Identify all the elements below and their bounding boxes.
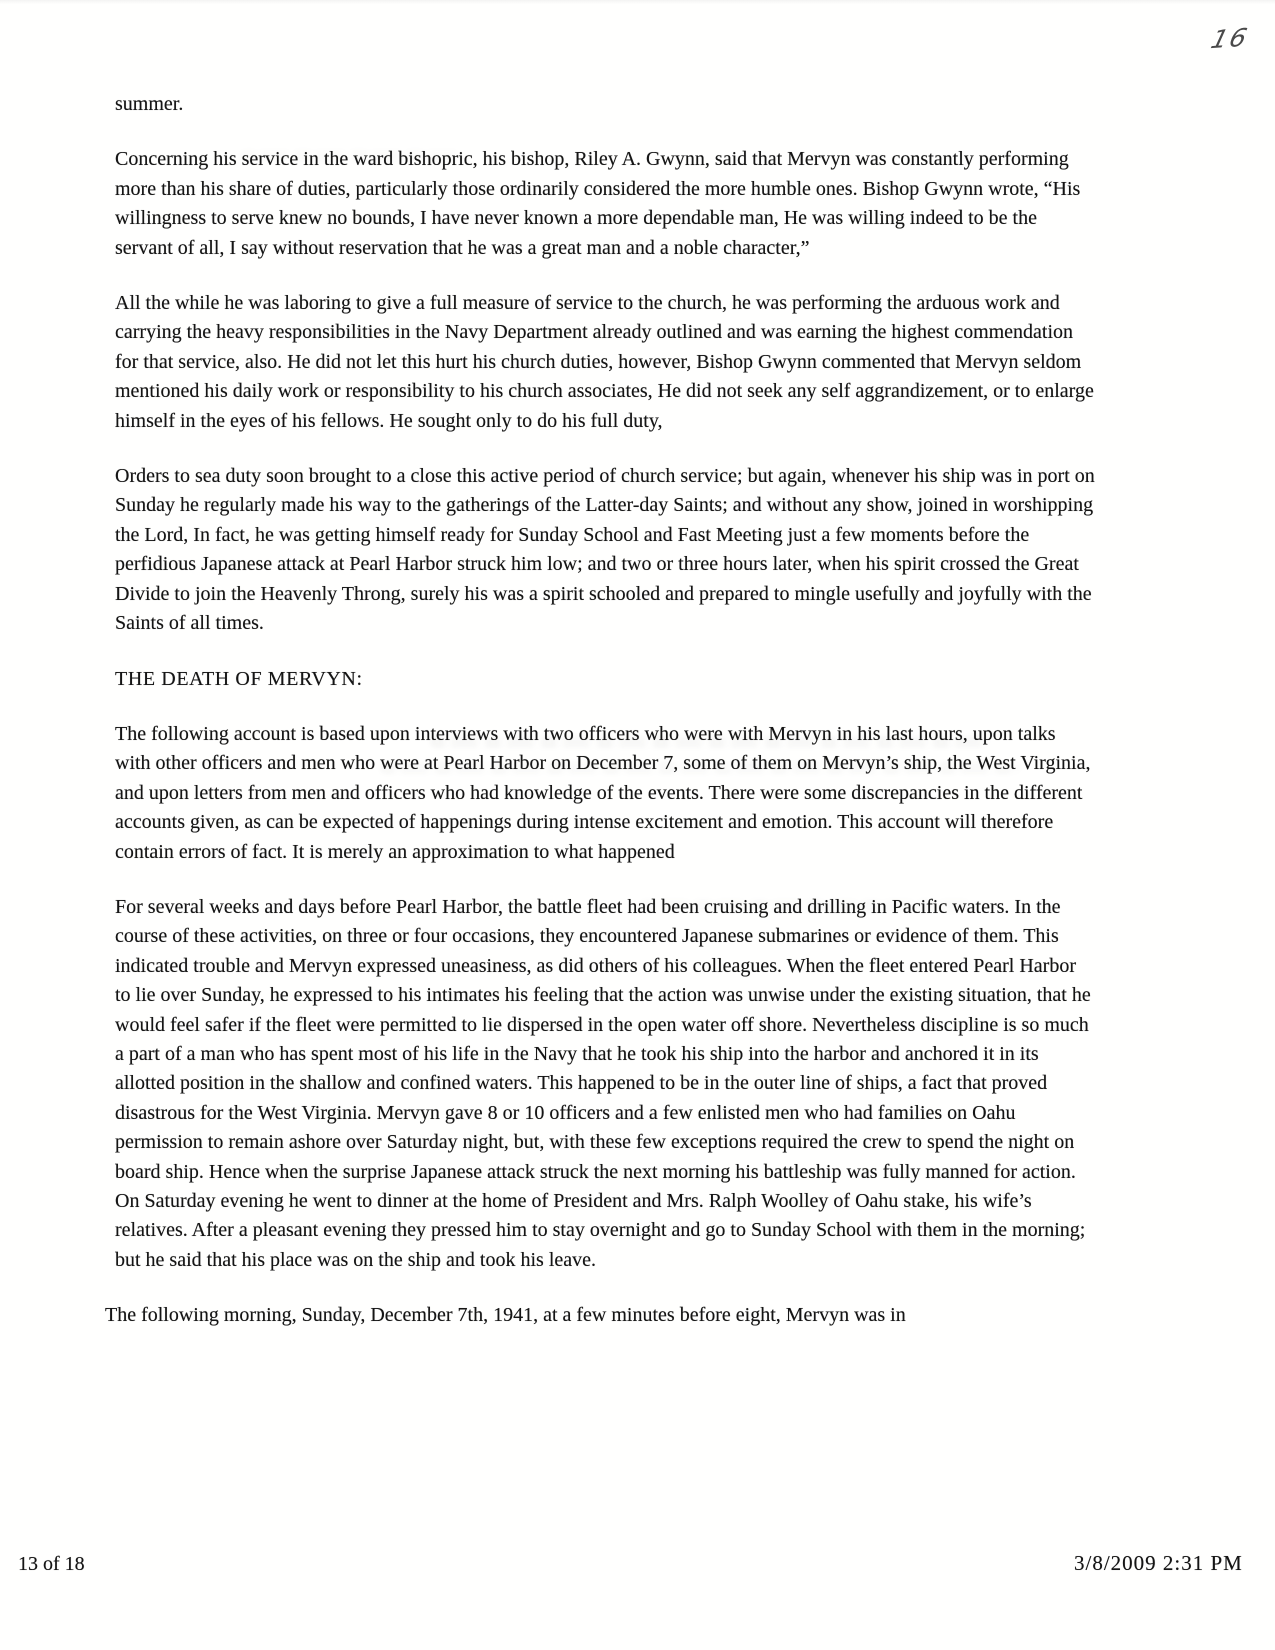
footer-timestamp: 3/8/2009 2:31 PM [1074,1551,1243,1575]
paragraph-following-account: The following account is based upon interviews with two officers who were with Mervyn in his last hours, upon talks with other officers and men who were at Pearl Harbor on December 7, some of them on Mervyn’s ship, the West Virginia, and upon letters from men and officers who had knowledge of the events. There were some discrepancies in the different accounts given, as can be expected of happenings during intense excitement and emotion. This account will therefore contain errors of fact. It is merely an approximation to what happened [115,722,1091,863]
paragraph-navy-department: All the while he was laboring to give a full measure of service to the church, he was performing the arduous work and carrying the heavy responsibilities in the Navy Department already outlined and was earning the highest commendation for that service, also. He did not let this hurt his church duties, however, Bishop Gwynn commented that Mervyn seldom mentioned his daily work or responsibility to his church associates, He did not seek any self aggrandizement, or to enlarge himself in the eyes of his fellows. He sought only to do his full duty, [115,292,1094,432]
paragraph-ward-bishopric: Concerning his service in the ward bishopric, his bishop, Riley A. Gwynn, said that Mervyn was constantly performing more than his share of duties, particularly those ordinarily considered the more humble ones. Bishop Gwynn wrote, “His willingness to serve knew no bounds, I have never known a more dependable man, He was willing indeed to be the servant of all, I say without reservation that he was a great man and a noble character,” [115,148,1081,259]
document-body [105,90,1095,1357]
scan-edge-artifact [0,0,1275,4]
section-heading-death-of-mervyn: THE DEATH OF MERVYN: [115,667,363,690]
handwritten-page-number: 16 [1207,22,1252,55]
paragraph-orders-to-sea-duty: Orders to sea duty soon brought to a close this active period of church service; but again, whenever his ship was in port on Sunday he regularly made his way to the gatherings of the Latter-day Saints; and without any show, joined in worshipping the Lord, In fact, he was getting himself ready for Sunday School and Fast Meeting just a few moments before the perfidious Japanese attack at Pearl Harbor struck him low; and two or three hours later, when his spirit crossed the Great Divide to join the Heavenly Throng, surely his was a spirit schooled and prepared to mingle usefully and joyfully with the Saints of all times. [115,465,1095,635]
paragraph-before-pearl-harbor: For several weeks and days before Pearl Harbor, the battle fleet had been cruising and drilling in Pacific waters. In the course of these activities, on three or four occasions, they encountered Japanese submarines or evidence of them. This indicated trouble and Mervyn expressed uneasiness, as did others of his colleagues. When the fleet entered Pearl Harbor to lie over Sunday, he expressed to his intimates his feeling that the action was unwise under the existing situation, that he would feel safer if the fleet were permitted to lie dispersed in the open water off shore. Nevertheless discipline is so much a part of a man who has spent most of his life in the Navy that he took his ship into the harbor and anchored it in its allotted position in the shallow and confined waters. This happened to be in the outer line of ships, a fact that proved disastrous for the West Virginia. Mervyn gave 8 or 10 officers and a few enlisted men who had families on Oahu permission to remain ashore over Saturday night, but, with these few exceptions required the crew to spend the night on board ship. Hence when the surprise Japanese attack struck the next morning his battleship was fully manned for action. On Saturday evening he went to dinner at the home of President and Mrs. Ralph Woolley of Oahu stake, his wife’s relatives. After a pleasant evening they pressed him to stay overnight and go to Sunday School with them in the morning; but he said that his place was on the ship and took his leave. [115,895,1091,1271]
paragraph-following-morning: The following morning, Sunday, December 7th, 1941, at a few minutes before eight, Mervyn was in [105,1304,906,1327]
paragraph-fragment-summer: summer. [115,93,184,115]
footer-page-indicator: 13 of 18 [18,1553,85,1575]
footer-timestamp-clip [1074,1551,1270,1576]
